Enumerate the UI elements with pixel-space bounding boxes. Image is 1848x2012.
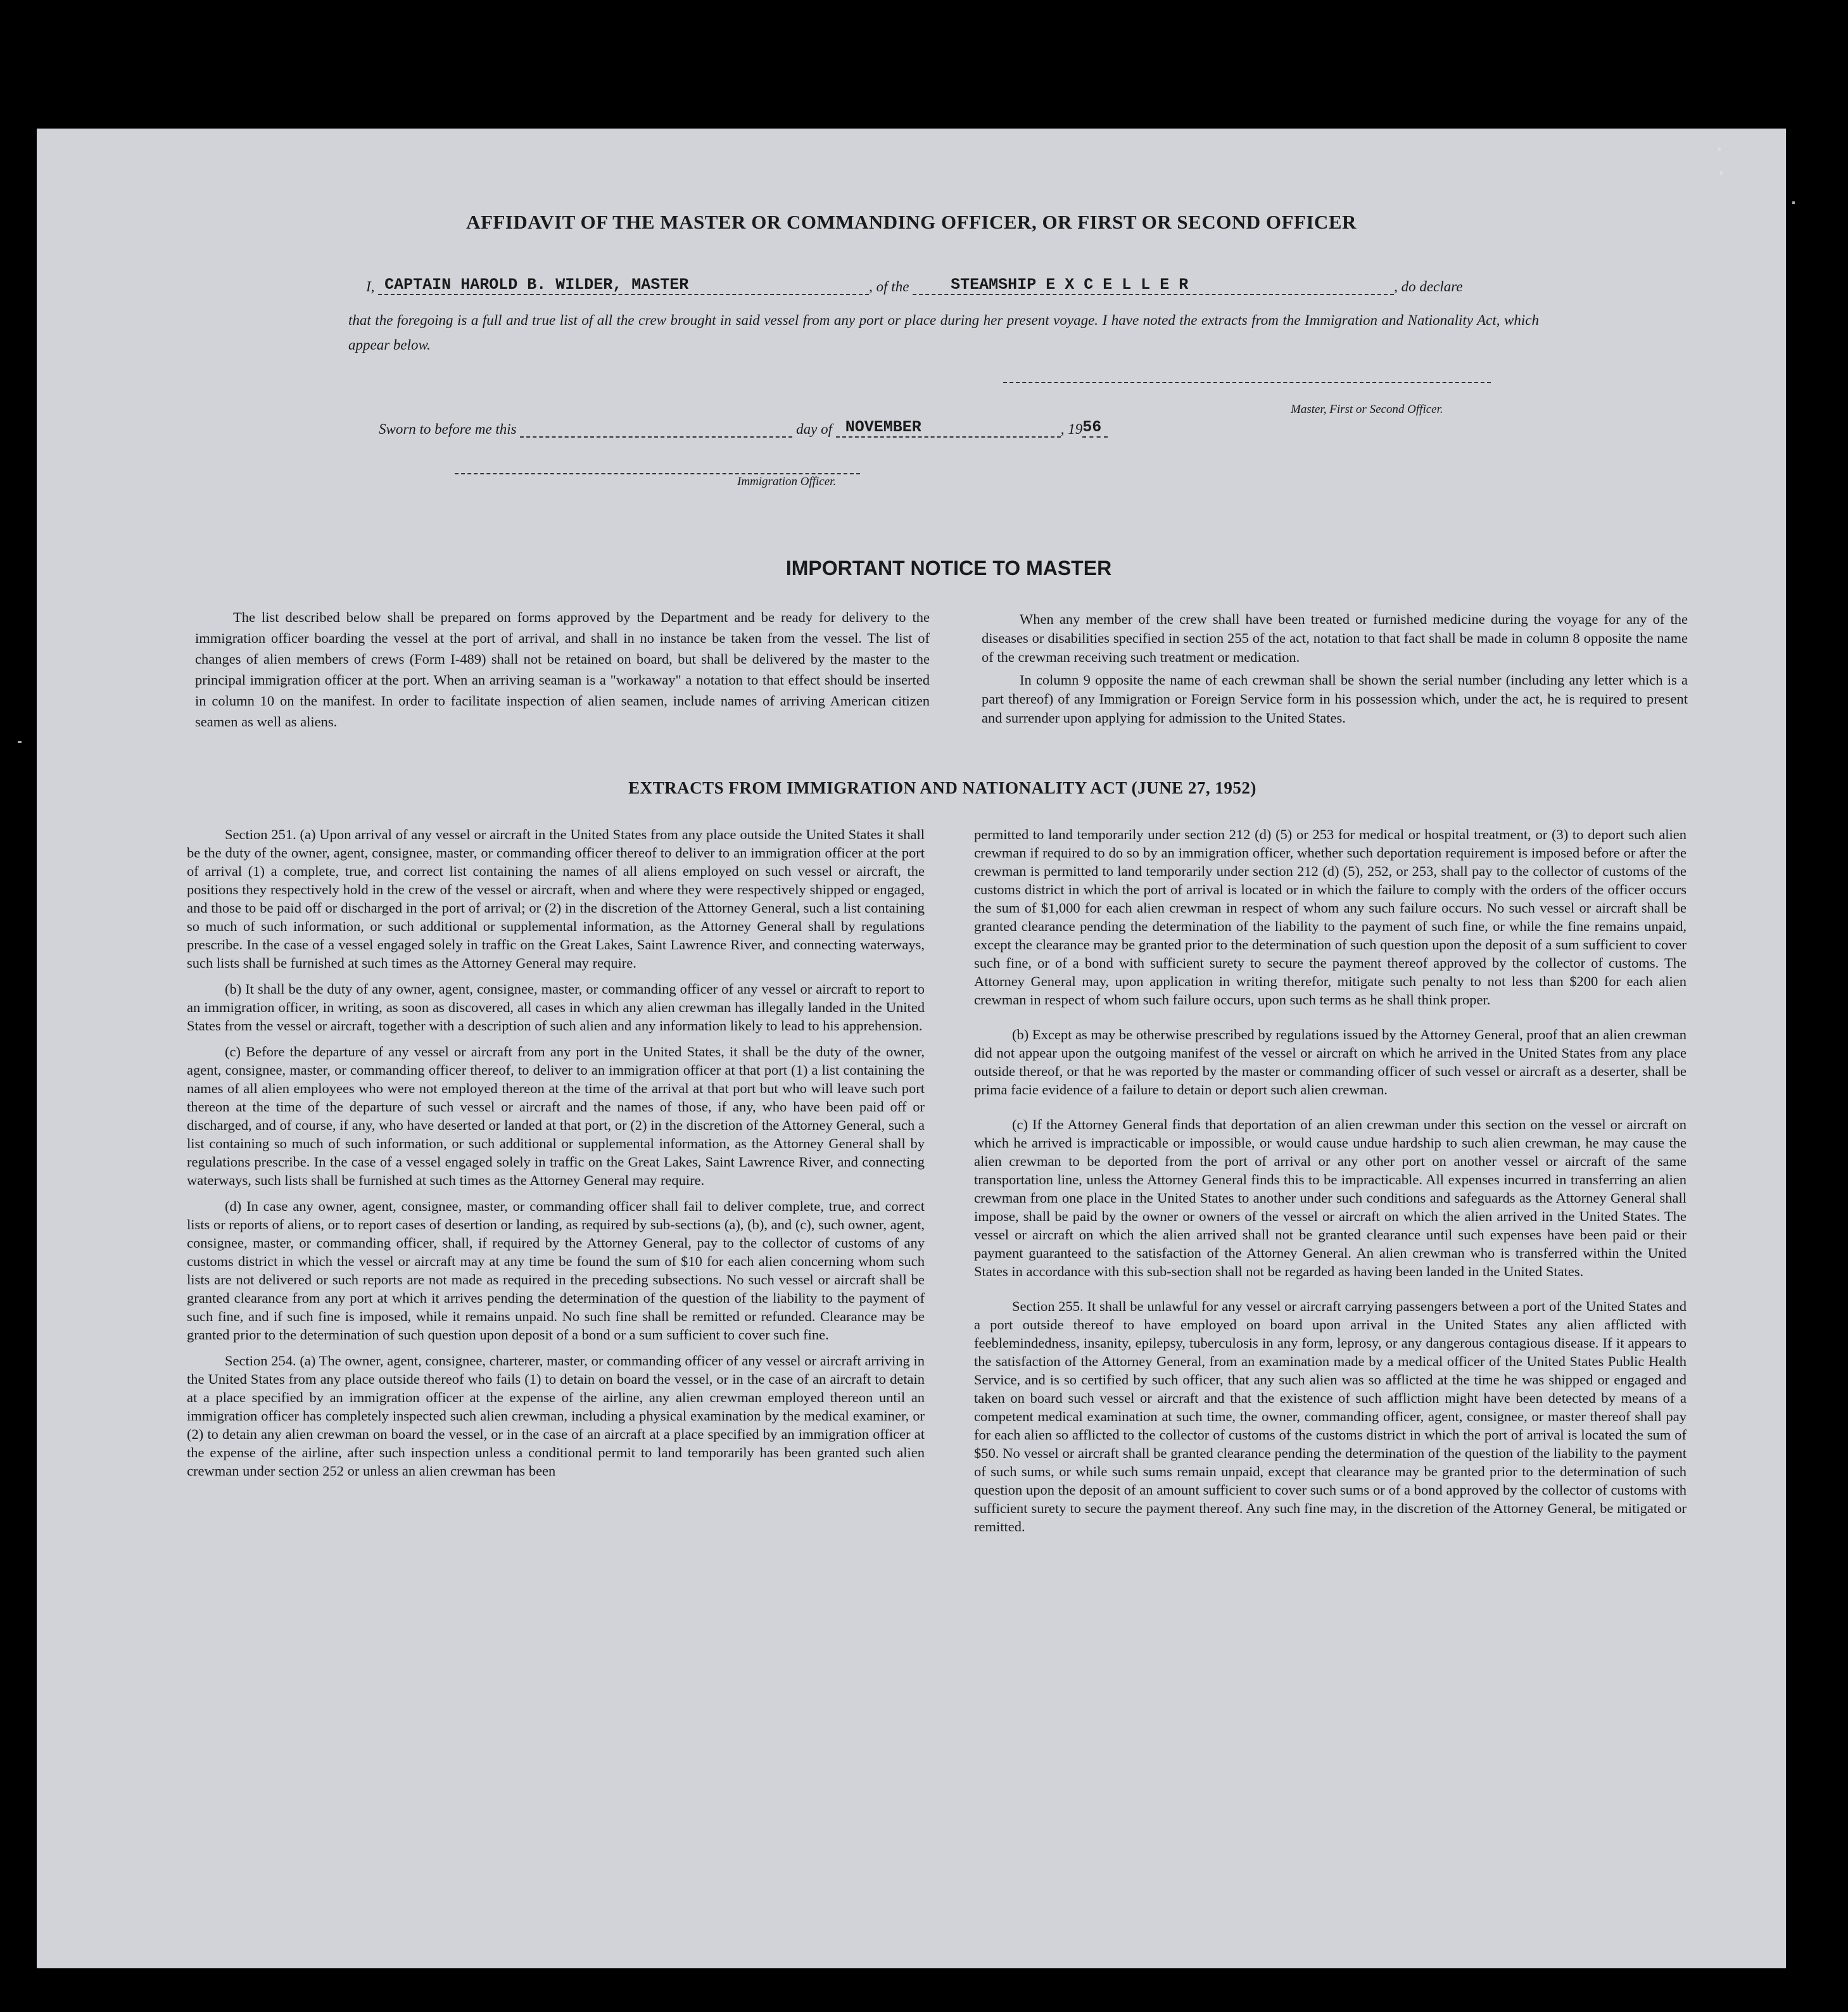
declarant-prefix: I, [366,279,375,294]
master-signature-line[interactable] [1003,381,1491,383]
section-254a-cont: permitted to land temporarily under section 212 (d) (5) or 253 for medical or hospital treatment, or (3) to deport such alien crewman if required to do so by an immigration officer, whether such deportation requirement is imposed before or after the crewman is permitted to land temporarily under section 212 (d) (5), 252, or 253, shall pay to the collector of customs of the customs district in which the port of arrival is located or in which the failure to comply with the orders of the officer occurs the sum of $1,000 for each alien crewman in respect of whom any such failure occurs. No such vessel or aircraft shall be granted clearance pending the determination of the liability to the payment of such fine, or while the fine remains unpaid, except the clearance may be granted prior to the determination of such question upon the deposit of a sum sufficient to cover such fine, or of a bond with sufficient surety to secure the payment thereof approved by the collector of customs. The Attorney General may, upon application in writing therefor, mitigate such penalty to not less than $200 for each alien crewman in respect of whom such failure occurs, upon such terms as he shall think proper. [974,826,1687,1008]
vessel-field[interactable] [913,275,1394,295]
notice-right-p2: In column 9 opposite the name of each crewman shall be shown the serial number (including any letter which is a part thereof) of any Immigration or Foreign Service form in his possession which, under the act, he is required to present and surrender upon applying for admission to the United States. [982,672,1688,726]
declarant-name-field[interactable] [378,275,869,295]
day-of-label: day of [796,421,832,437]
section-251b: (b) It shall be the duty of any owner, agent, consignee, master, or commanding officer of any vessel or aircraft to report to an immigration officer, in writing, as soon as discovered, all cases in which any alien crewman has illegally landed in the United States from the vessel or aircraft, together with a description of such alien and any information likely to lead to his apprehension. [187,981,925,1034]
extracts-right-column [974,825,1687,1543]
section-254c: (c) If the Attorney General finds that deportation of an alien crewman under this section on the vessel or aircraft on which he arrived is impracticable or impossible, or would cause undue hardship to such alien crewman, he may cause the alien crewman to be deported from the port of arrival or any other port on another vessel or aircraft of the same transportation line, unless the Attorney General finds this to be impracticable. All expenses incurred in transferring an alien crewman from one place in the United States to another under such conditions and safeguards as the Attorney General shall impose, shall be paid by the owner or owners of the vessel or aircraft on which the alien arrived in the United States. The vessel or aircraft on which the alien arrived shall not be granted clearance until such expenses have been paid or their payment guaranteed to the satisfaction of the Attorney General. An alien crewman who is transferred within the United States in accordance with this sub-section shall not be regarded as having been landed in the United States. [974,1117,1687,1279]
extracts-title: EXTRACTS FROM IMMIGRATION AND NATIONALITY ACT (JUNE 27, 1952) [628,778,1256,797]
notice-left-text: The list described below shall be prepared on forms approved by the Department and be ready for delivery to the immigration officer boarding the vessel at the port of arrival, and shall in no instance be taken from the vessel. The list of changes of alien members of crews (Form I-489) shall not be retained on board, but shall be delivered by the master to the principal immigration officer at the port. When an arriving seaman is a "workaway" a notation to that effect should be inserted in column 10 on the manifest. In order to facilitate inspection of alien seamen, include names of arriving American citizen seamen as well as aliens. [195,609,930,730]
section-254b: (b) Except as may be otherwise prescribed by regulations issued by the Attorney General, proof that an alien crewman did not appear upon the outgoing manifest of the vessel or aircraft on which he arrived in the United States from any place outside thereof, or that he was reported by the master or commanding officer of such vessel or aircraft as a deserter, shall be prima facie evidence of a failure to detain or deport such alien crewman. [974,1027,1687,1098]
notice-right-p1: When any member of the crew shall have been treated or furnished medicine during the voyage for any of the diseases or disabilities specified in section 255 of the act, notation to that fact shall be made in column 8 opposite the name of the crewman receiving such treatment or medication. [982,611,1688,665]
section-251d: (d) In case any owner, agent, consignee, master, or commanding officer shall fail to deliver complete, true, and correct lists or reports of aliens, or to report cases of desertion or landing, as required by sub-sections (a), (b), and (c), such owner, agent, consignee, master, or commanding officer, shall, if required by the Attorney General, pay to the collector of customs of any customs district in which the vessel or aircraft may at any time be found the sum of $10 for each alien concerning whom such lists are not delivered or such reports are not made as required in the preceding subsections. No such vessel or aircraft shall be granted clearance from any port at which it arrives pending the determination of the question of the liability to the payment of such fine, and if such fine is imposed, while it remains unpaid. No such fine shall be remitted or refunded. Clearance may be granted prior to the determination of such question upon deposit of a bond or a sum sufficient to cover such fine. [187,1198,925,1343]
notice-left [195,607,930,740]
declarant-line: I, CAPTAIN HAROLD B. WILDER, MASTER , of the STEAMSHIP E X C E L L E R , do declare [366,275,1463,294]
section-251a: Section 251. (a) Upon arrival of any vessel or aircraft in the United States from any place outside the United States it shall be the duty of the owner, agent, consignee, master, or commanding officer thereof to deliver to an immigration officer at the port of arrival (1) a complete, true, and correct list containing the names of all aliens employed on such vessel or aircraft, the positions they respectively hold in the crew of the vessel or aircraft, when and where they were respectively shipped or engaged, and those to be paid off or discharged in the port of arrival; or (2) in the discretion of the Attorney General, such a list containing so much of such information, or such additional or supplemental information, as the Attorney General shall by regulations prescribe. In the case of a vessel engaged solely in traffic on the Great Lakes, Saint Lawrence River, and connecting waterways, such lists shall be furnished at such times as the Attorney General may require. [187,826,925,971]
month-field[interactable] [836,418,1061,438]
month-value: NOVEMBER [845,418,921,436]
officer-caption: Immigration Officer. [737,475,837,488]
vessel-value: STEAMSHIP E X C E L L E R [951,275,1189,294]
declarant-name-value: CAPTAIN HAROLD B. WILDER, MASTER [384,275,689,294]
extracts-left-column [187,825,925,1488]
notice-title: IMPORTANT NOTICE TO MASTER [785,557,1112,579]
officer-signature-line[interactable] [455,472,860,474]
notice-right [982,610,1688,735]
do-declare-label: do declare [1401,279,1463,294]
affidavit-title: AFFIDAVIT OF THE MASTER OR COMMANDING OFFICER, OR FIRST OR SECOND OFFICER [466,211,1357,233]
sworn-label: Sworn to before me this [379,421,517,437]
scan-speck [18,741,22,743]
master-caption: Master, First or Second Officer. [1291,403,1443,416]
section-255: Section 255. It shall be unlawful for any vessel or aircraft carrying passengers between a port of the United States and a port outside thereof to have employed on board upon arrival in the United States any alien afflicted with feeblemindedness, insanity, epilepsy, tuberculosis in any form, leprosy, or any dangerous contagious disease. If it appears to the satisfaction of the Attorney General, from an examination made by a medical officer of the United States Public Health Service, and is so certified by such officer, that any such alien was so afflicted at the time he was shipped or engaged and taken on board such vessel or aircraft and that the existence of such affliction might have been detected by means of a competent medical examination at such time, the owner, commanding officer, agent, consignee, or master thereof shall pay for each alien so afflicted to the collector of customs of the customs district in which the port of arrival is located the sum of $50. No vessel or aircraft shall be granted clearance pending the determination of the question of the liability to the payment of such sums, or while such sums remain unpaid, except that clearance may be granted prior to the determination of such question upon the deposit of an amount sufficient to cover such sums or of a bond approved by the collector of customs with sufficient surety to secure the payment thereof. Any such fine may, in the discretion of the Attorney General, be mitigated or remitted. [974,1298,1687,1534]
document-sheet [37,129,1786,1968]
sworn-day-field[interactable] [520,436,792,438]
year-field[interactable] [1082,418,1108,438]
scan-speck [1720,171,1723,175]
section-251c: (c) Before the departure of any vessel or aircraft from any port in the United States, it shall be the duty of the owner, agent, consignee, master, or commanding officer thereof, to deliver to an immigration officer at that port (1) a list containing the names of all alien employees who were not employed thereon at the time of the arrival at that port but who will leave such port thereon at the time of the departure of such vessel or aircraft and the names of those, if any, who have been paid off or discharged, and of course, if any, who have deserted or landed at that port, or (2) in the discretion of the Attorney General, such a list containing so much of such information, or such additional or supplemental information, as the Attorney General shall by regulations prescribe. In the case of a vessel engaged solely in traffic on the Great Lakes, Saint Lawrence River, and connecting waterways, such lists shall be furnished at such times as the Attorney General may require. [187,1044,925,1188]
scan-speck [1718,148,1721,151]
year-prefix: 19 [1068,421,1083,437]
year-value: 56 [1082,418,1102,436]
affidavit-statement: that the foregoing is a full and true list of all the crew brought in said vessel from any port or place during her present voyage. I have noted the extracts from the Immigration and Nationality Act, which appear below. [348,312,1539,353]
scan-speck [1792,201,1795,204]
sworn-line: Sworn to before me this day of NOVEMBER , 1956 [379,418,1108,438]
of-the-label: of the [876,279,909,294]
scan-mark [1786,144,1788,147]
section-254a: Section 254. (a) The owner, agent, consignee, charterer, master, or commanding officer of any vessel or aircraft arriving in the United States from any place outside thereof who fails (1) to detain on board the vessel, or in the case of an aircraft to detain at a place specified by an immigration officer at the expense of the airline, any alien crewman employed thereon until an immigration officer has completely inspected such alien crewman, including a physical examination by the medical examiner, or (2) to detain any alien crewman on board the vessel, or in the case of an aircraft at a place specified by an immigration officer at the expense of the airline, after such inspection unless a conditional permit to land temporarily has been granted such alien crewman under section 252 or unless an alien crewman has been [187,1353,925,1479]
